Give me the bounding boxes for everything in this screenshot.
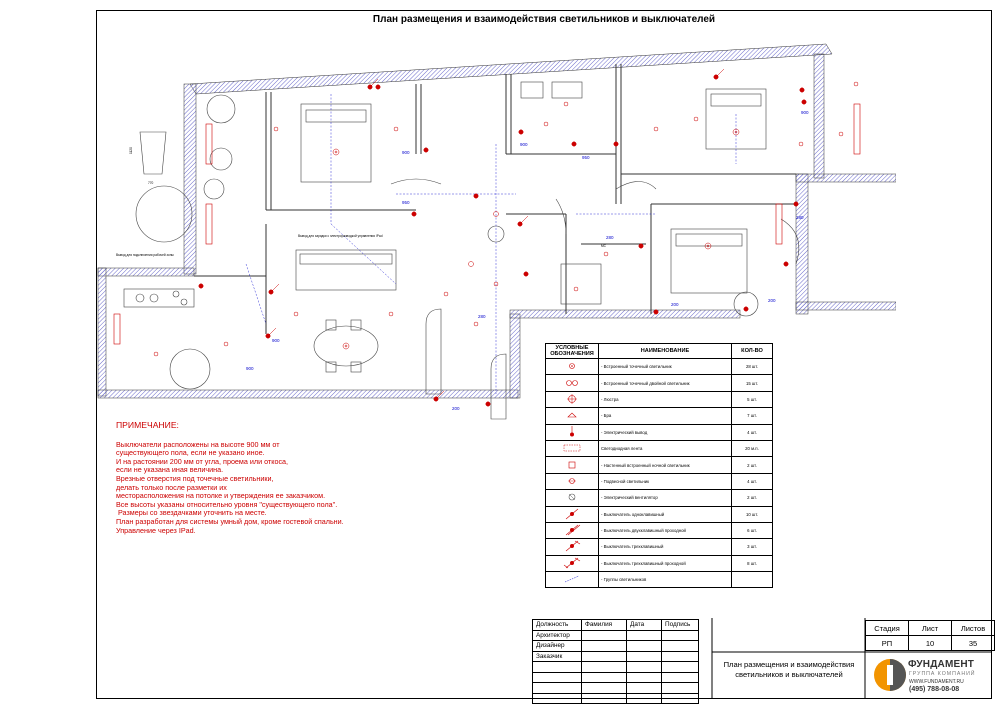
- height-label: 900: [272, 338, 280, 343]
- legend-item-name: - Группы светильников: [599, 572, 732, 588]
- note-line: если не указана иная величина.: [116, 465, 224, 475]
- legend-header-count: КОЛ-ВО: [732, 344, 773, 359]
- height-label: 900: [801, 110, 809, 115]
- sheet-name: План размещения и взаимодействия светильников и выключателей: [723, 660, 855, 679]
- legend-item-name: - Выключатель трехклавишный проходной: [599, 555, 732, 571]
- company-phone: (495) 788-08-08: [909, 686, 960, 693]
- height-label: 200: [452, 406, 460, 411]
- company-website: WWW.FUNDAMENT.RU: [909, 679, 964, 685]
- height-label: 950: [582, 155, 590, 160]
- legend-item-count: 10 шт.: [732, 506, 773, 522]
- legend-item-name: - Встроенный точечный двойной светильник: [599, 375, 732, 391]
- legend-item-count: 20 м.п.: [732, 440, 773, 456]
- height-label: 280: [796, 215, 804, 220]
- note-line: делать только после разметки их: [116, 482, 227, 492]
- note-line: И на растоянии 200 мм от угла, проема или откоса,: [116, 456, 289, 466]
- sign-role: Заказчик: [533, 651, 582, 662]
- height-label: 200: [671, 302, 679, 307]
- sconce-icon: [546, 408, 599, 424]
- page-title: План размещения и взаимодействия светильников и выключателей: [372, 14, 716, 25]
- height-label: 280: [478, 314, 486, 319]
- fan-icon: [546, 490, 599, 506]
- dim-770: 770: [148, 181, 154, 185]
- legend-item-name: - Электрический вентилятор: [599, 490, 732, 506]
- ipad-note: Вывод для зарядки с электроразводкой управления IPad: [298, 234, 383, 238]
- notes-block: [116, 421, 446, 535]
- height-label: 950: [402, 200, 410, 205]
- sign-header-date: Дата: [627, 620, 662, 631]
- sheet-label: Лист: [909, 621, 952, 636]
- pendant-icon: [546, 473, 599, 489]
- legend-table: [545, 343, 773, 588]
- legend-item-name: - Встроенный точечный светильник: [599, 359, 732, 375]
- stage-value: РП: [866, 636, 909, 651]
- note-line: Врезные отверстия под точечные светильники,: [116, 473, 274, 483]
- sheets-value: 35: [952, 636, 995, 651]
- mc-label: МС: [601, 244, 606, 248]
- outlet-icon: [546, 424, 599, 440]
- stage-label: Стадия: [866, 621, 909, 636]
- stage-table: [865, 620, 995, 651]
- dot-circle-icon: [546, 359, 599, 375]
- legend-item-name: - Выключатель трехклавишный: [599, 539, 732, 555]
- legend-item-count: 15 шт.: [732, 375, 773, 391]
- sign-role: Дизайнер: [533, 641, 582, 652]
- legend-row: [546, 555, 773, 571]
- company-name: ФУНДАМЕНТ: [908, 659, 975, 670]
- legend-item-count: 4 шт.: [732, 473, 773, 489]
- notes-title: ПРИМЕЧАНИЕ:: [116, 420, 179, 430]
- sign-role: Архитектор: [533, 630, 582, 641]
- legend-row: [546, 572, 773, 588]
- switch-3p-icon: [546, 555, 599, 571]
- height-label: 280: [606, 235, 614, 240]
- group-icon: [546, 572, 599, 588]
- legend-header-name: НАИМЕНОВАНИЕ: [599, 344, 732, 359]
- legend-row: [546, 375, 773, 391]
- switch-3-icon: [546, 539, 599, 555]
- note-line: Выключатели расположены на высоте 900 мм от: [116, 439, 280, 449]
- note-line: План разработан для системы умный дом, кроме гостевой спальни.: [116, 516, 344, 526]
- legend-row: [546, 490, 773, 506]
- legend-row: [546, 457, 773, 473]
- legend-item-count: 4 шт.: [732, 424, 773, 440]
- legend-item-name: Светодиодная лента: [599, 440, 732, 456]
- legend-row: [546, 506, 773, 522]
- legend-item-count: [732, 572, 773, 588]
- chandelier-icon: [546, 391, 599, 407]
- height-label: 900: [520, 142, 528, 147]
- legend-item-name: - Электрический вывод: [599, 424, 732, 440]
- legend-row: [546, 440, 773, 456]
- legend-row: [546, 359, 773, 375]
- legend-header-symbols: УСЛОВНЫЕ ОБОЗНАЧЕНИЯ: [546, 344, 599, 359]
- note-line: Размеры со звездачками уточнить на месте.: [116, 508, 267, 518]
- legend-item-name: - Выключатель двухклавишный проходной: [599, 522, 732, 538]
- legend-item-count: 5 шт.: [732, 391, 773, 407]
- switch-2-icon: [546, 522, 599, 538]
- legend-item-name: - Настенный встроенный ночной светильник: [599, 457, 732, 473]
- note-line: месторасположения на потолке и утверждения ее заказчиком.: [116, 491, 326, 501]
- legend-row: [546, 424, 773, 440]
- legend-row: [546, 473, 773, 489]
- note-line: Управление через IPad.: [116, 525, 196, 535]
- note-line: Все высоты указаны относительно уровня "существующего пола".: [116, 499, 338, 509]
- legend-row: [546, 539, 773, 555]
- legend-item-count: 2 шт.: [732, 457, 773, 473]
- floor-plan: [96, 24, 896, 424]
- legend-item-name: - Выключатель одноклавишный: [599, 506, 732, 522]
- legend-item-name: - Бра: [599, 408, 732, 424]
- double-circle-icon: [546, 375, 599, 391]
- sheet-value: 10: [909, 636, 952, 651]
- legend-row: [546, 391, 773, 407]
- switch-1-icon: [546, 506, 599, 522]
- sheets-label: Листов: [952, 621, 995, 636]
- dim-1120: 1120: [129, 147, 133, 154]
- legend-item-count: 6 шт.: [732, 522, 773, 538]
- height-label: 200: [768, 298, 776, 303]
- sign-header-surname: Фамилия: [582, 620, 627, 631]
- company-tagline: ГРУППА КОМПАНИЙ: [909, 671, 976, 677]
- outlet-note: Вывод для подключения рабочей зоны: [116, 253, 174, 257]
- legend-row: [546, 408, 773, 424]
- legend-item-count: 2 шт.: [732, 490, 773, 506]
- legend-item-count: 3 шт.: [732, 539, 773, 555]
- sign-header-role: Должность: [533, 620, 582, 631]
- legend-item-name: - Люстра: [599, 391, 732, 407]
- legend-row: [546, 522, 773, 538]
- height-label: 900: [402, 150, 410, 155]
- legend-item-count: 7 шт.: [732, 408, 773, 424]
- night-light-icon: [546, 457, 599, 473]
- led-strip-icon: [546, 440, 599, 456]
- sign-header-signature: Подпись: [662, 620, 699, 631]
- note-line: существующего пола, если не указано иное.: [116, 448, 265, 458]
- legend-item-count: 8 шт.: [732, 555, 773, 571]
- height-label: 900: [246, 366, 254, 371]
- legend-item-count: 28 шт.: [732, 359, 773, 375]
- legend-item-name: - Подвесной светильник: [599, 473, 732, 489]
